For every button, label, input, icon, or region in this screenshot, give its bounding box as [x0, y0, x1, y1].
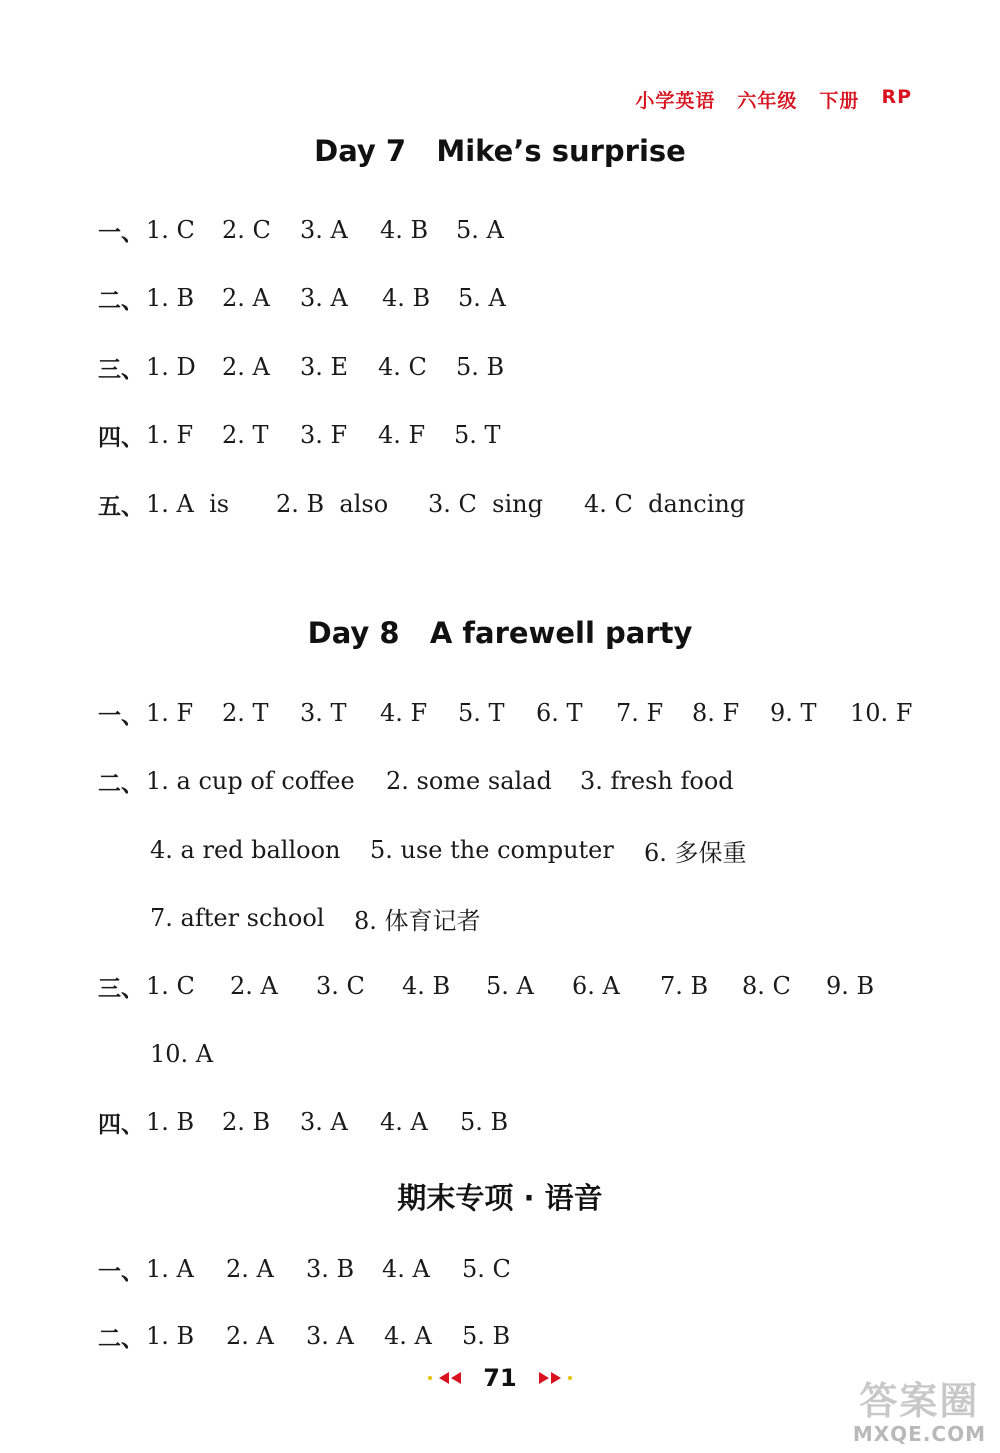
answer-item: 2. B also: [276, 490, 389, 518]
answer-item: 3. C: [316, 972, 365, 1000]
answer-row: [98, 280, 506, 316]
answer-row: [98, 486, 745, 522]
answer-item: 2. B: [222, 1108, 271, 1136]
answer-row: [98, 968, 874, 1004]
answer-item: 5. T: [454, 421, 501, 449]
answer-item: 4. C dancing: [584, 490, 746, 518]
answer-item: 8. 体育记者: [354, 906, 481, 935]
watermark-cn: 答案圈: [859, 1379, 980, 1424]
section-title-phonics: 期末专项 · 语音: [397, 1181, 603, 1215]
answer-item: 2. C: [222, 216, 271, 244]
answer-item: 3. T: [300, 699, 347, 727]
answer-item: 10. A: [150, 1040, 214, 1068]
answer-item: 7. B: [660, 972, 709, 1000]
answer-item: 5. T: [458, 699, 505, 727]
answer-row: [98, 695, 912, 731]
answer-item: 5. B: [460, 1108, 509, 1136]
answer-row: [98, 763, 734, 799]
footer-arrow: [539, 1372, 549, 1384]
section-title-day7: Day 7 Mike’s surprise: [314, 134, 686, 168]
answer-item: 5. C: [462, 1255, 511, 1283]
answer-item: 5. A: [458, 284, 506, 312]
watermark-url: MXQE.COM: [852, 1422, 986, 1446]
answer-item: 1. A: [146, 1255, 194, 1283]
answer-item: 3. E: [300, 353, 349, 381]
answer-item: 2. A: [226, 1255, 274, 1283]
answer-row: [150, 1036, 213, 1072]
answer-item: 4. B: [380, 216, 429, 244]
page-number: 71: [483, 1364, 517, 1392]
answer-item: 2. A: [222, 353, 270, 381]
answer-item: 6. A: [572, 972, 620, 1000]
header-edition: RP: [881, 86, 912, 108]
answer-item: 2. A: [230, 972, 278, 1000]
answer-item: 8. F: [692, 699, 740, 727]
answer-item: 9. B: [826, 972, 875, 1000]
arrow-right-icon: [529, 1370, 573, 1386]
answer-row: [98, 349, 504, 385]
question-number: 二、: [98, 287, 144, 314]
answer-item: 4. A: [384, 1322, 432, 1350]
answer-item: 9. T: [770, 699, 817, 727]
footer-dot: [568, 1376, 572, 1380]
answer-item: 2. A: [226, 1322, 274, 1350]
answer-item: 2. A: [222, 284, 270, 312]
answer-item: 7. F: [616, 699, 664, 727]
answer-item: 4. C: [378, 353, 427, 381]
question-number: 五、: [98, 493, 144, 520]
answer-item: 1. C: [146, 972, 195, 1000]
header-subject: 小学英语: [635, 90, 716, 112]
question-number: 三、: [98, 356, 144, 383]
answer-item: 7. after school: [150, 904, 325, 932]
question-number: 四、: [98, 424, 144, 451]
answer-item: 5. B: [456, 353, 505, 381]
answer-item: 3. C sing: [428, 490, 543, 518]
answer-item: 1. a cup of coffee: [146, 767, 355, 795]
footer-dot: [428, 1376, 432, 1380]
answer-item: 4. F: [378, 421, 426, 449]
answer-row: [150, 900, 481, 936]
answer-item: 3. B: [306, 1255, 355, 1283]
answer-item: 6. T: [536, 699, 583, 727]
header-grade: 六年级: [737, 90, 798, 112]
question-number: 二、: [98, 1325, 144, 1352]
answer-item: 5. use the computer: [370, 836, 614, 864]
answer-item: 4. A: [380, 1108, 428, 1136]
answer-item: 5. B: [462, 1322, 511, 1350]
answer-item: 4. B: [382, 284, 431, 312]
footer-arrow: [439, 1372, 449, 1384]
answer-item: 3. fresh food: [580, 767, 734, 795]
answer-item: 3. A: [300, 216, 348, 244]
footer-arrow: [451, 1372, 461, 1384]
answer-row: [150, 832, 747, 868]
question-number: 一、: [98, 702, 144, 729]
answer-item: 3. A: [306, 1322, 354, 1350]
answer-item: 1. F: [146, 421, 194, 449]
answer-item: 4. B: [402, 972, 451, 1000]
answer-item: 3. F: [300, 421, 348, 449]
question-number: 一、: [98, 219, 144, 246]
page-footer: [0, 1364, 1000, 1392]
answer-item: 6. 多保重: [644, 838, 747, 867]
answer-item: 3. A: [300, 1108, 348, 1136]
question-number: 一、: [98, 1258, 144, 1285]
answer-row: [98, 417, 501, 453]
answer-row: [98, 212, 504, 248]
page-header: [635, 86, 912, 113]
question-number: 二、: [98, 770, 144, 797]
footer-arrow: [551, 1372, 561, 1384]
arrow-left-icon: [427, 1370, 471, 1386]
answer-item: 5. A: [456, 216, 504, 244]
answer-item: 4. A: [382, 1255, 430, 1283]
answer-item: 8. C: [742, 972, 791, 1000]
answer-item: 2. T: [222, 699, 269, 727]
answer-item: 1. C: [146, 216, 195, 244]
answer-row: [98, 1318, 510, 1354]
answer-item: 1. B: [146, 1322, 195, 1350]
answer-item: 10. F: [850, 699, 913, 727]
answer-row: [98, 1104, 508, 1140]
answer-row: [98, 1251, 511, 1287]
watermark: [853, 1381, 986, 1445]
answer-item: 4. a red balloon: [150, 836, 341, 864]
question-number: 四、: [98, 1111, 144, 1138]
answer-item: 1. A is: [146, 490, 230, 518]
answer-item: 4. F: [380, 699, 428, 727]
answer-item: 5. A: [486, 972, 534, 1000]
answer-item: 2. T: [222, 421, 269, 449]
answer-item: 1. B: [146, 1108, 195, 1136]
question-number: 三、: [98, 975, 144, 1002]
section-title-day8: Day 8 A farewell party: [307, 616, 693, 650]
answer-item: 3. A: [300, 284, 348, 312]
answer-item: 1. B: [146, 284, 195, 312]
answer-item: 1. F: [146, 699, 194, 727]
header-volume: 下册: [819, 90, 860, 112]
answer-item: 1. D: [146, 353, 196, 381]
answer-item: 2. some salad: [386, 767, 552, 795]
